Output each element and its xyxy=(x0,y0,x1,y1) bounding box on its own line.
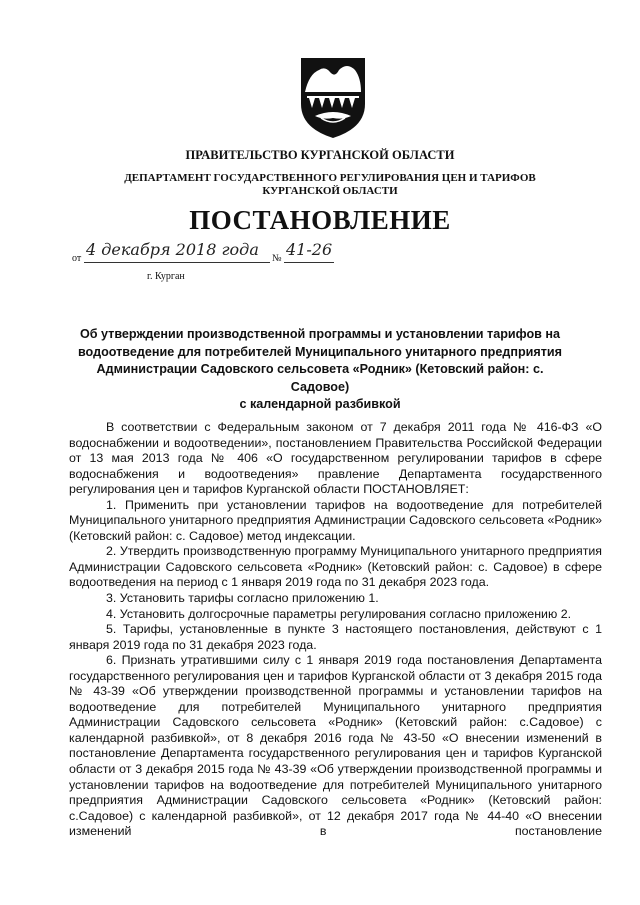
handwritten-date: 4 декабря 2018 года xyxy=(86,240,259,259)
handwritten-number: 41-26 xyxy=(286,240,333,259)
date-from-label: от xyxy=(72,253,82,264)
clause-4: 4. Установить долгосрочные параметры регулирования согласно приложению 2. xyxy=(106,606,572,621)
city-label: г. Курган xyxy=(147,271,185,282)
coat-of-arms-emblem xyxy=(299,56,367,140)
document-body xyxy=(69,420,602,840)
clause-6: 6. Признать утратившими силу с 1 января 2019 года постановления Департамента государственного регулирования цен и тарифов Курганской области от 3 декабря 2015 года № 43-39 «Об утверждении производственной программы и установлении тарифов на водоотведение для потребителей Муниципального унитарного предприятия Администрации Садовского сельсовета «Родник» (Кетовский район: с.Садовое) с календарной разбивкой», от 8 декабря 2016 года № 43-50 «О внесении изменений в постановление Департамента государственного регулирования цен и тарифов Курганской области от 3 декабря 2015 года № 43-39 «Об утверждении производственной программы и установлении тарифов на водоотведение для потребителей Муниципального унитарного предприятия Администрации Садовского сельсовета «Родник» (Кетовский район: с.Садовое) с календарной разбивкой», от 12 декабря 2017 года № 44-40 «О внесении изменений в постановление xyxy=(69,653,602,839)
number-underline xyxy=(284,262,334,263)
number-label: № xyxy=(272,253,282,264)
document-type-title: ПОСТАНОВЛЕНИЕ xyxy=(189,205,451,235)
date-underline xyxy=(84,262,270,263)
clause-2: 2. Утвердить производственную программу Муниципального унитарного предприятия Администрации Садовского сельсовета «Родник» (Кетовский район: с. Садовое) в сфере водоотведения на период с 1 января 2019 года по 31 декабря 2023 года. xyxy=(69,544,602,590)
clause-1: 1. Применить при установлении тарифов на водоотведение для потребителей Муниципального унитарного предприятия Администрации Садовского сельсовета «Родник» (Кетовский район: с. Садовое) метод индексации. xyxy=(69,497,602,543)
clause-5: 5. Тарифы, установленные в пункте 3 настоящего постановления, действуют с 1 января 2019 года по 31 декабря 2023 года. xyxy=(69,622,602,652)
government-name: ПРАВИТЕЛЬСТВО КУРГАНСКОЙ ОБЛАСТИ xyxy=(185,148,455,162)
preamble-paragraph: В соответствии с Федеральным законом от 7 декабря 2011 года № 416-ФЗ «О водоснабжении и водоотведении», постановлением Правительства Российской Федерации от 13 мая 2013 года № 406 «О государственном регулировании тарифов в сфере водоснабжения и водоотведения» правление Департамента государственного регулирования цен и тарифов Курганской области ПОСТАНОВЛЯЕТ: xyxy=(69,420,602,497)
clause-3: 3. Установить тарифы согласно приложению 1. xyxy=(106,591,379,606)
department-name: ДЕПАРТАМЕНТ ГОСУДАРСТВЕННОГО РЕГУЛИРОВАНИЯ ЦЕН И ТАРИФОВ КУРГАНСКОЙ ОБЛАСТИ xyxy=(124,172,536,197)
document-subject: Об утверждении производственной программы и установлении тарифов на водоотведение для потребителей Муниципального унитарного предприятия Администрации Садовского сельсовета «Родник» (Кетовский район: с. Садовое) с календарной разбивкой xyxy=(77,327,563,411)
